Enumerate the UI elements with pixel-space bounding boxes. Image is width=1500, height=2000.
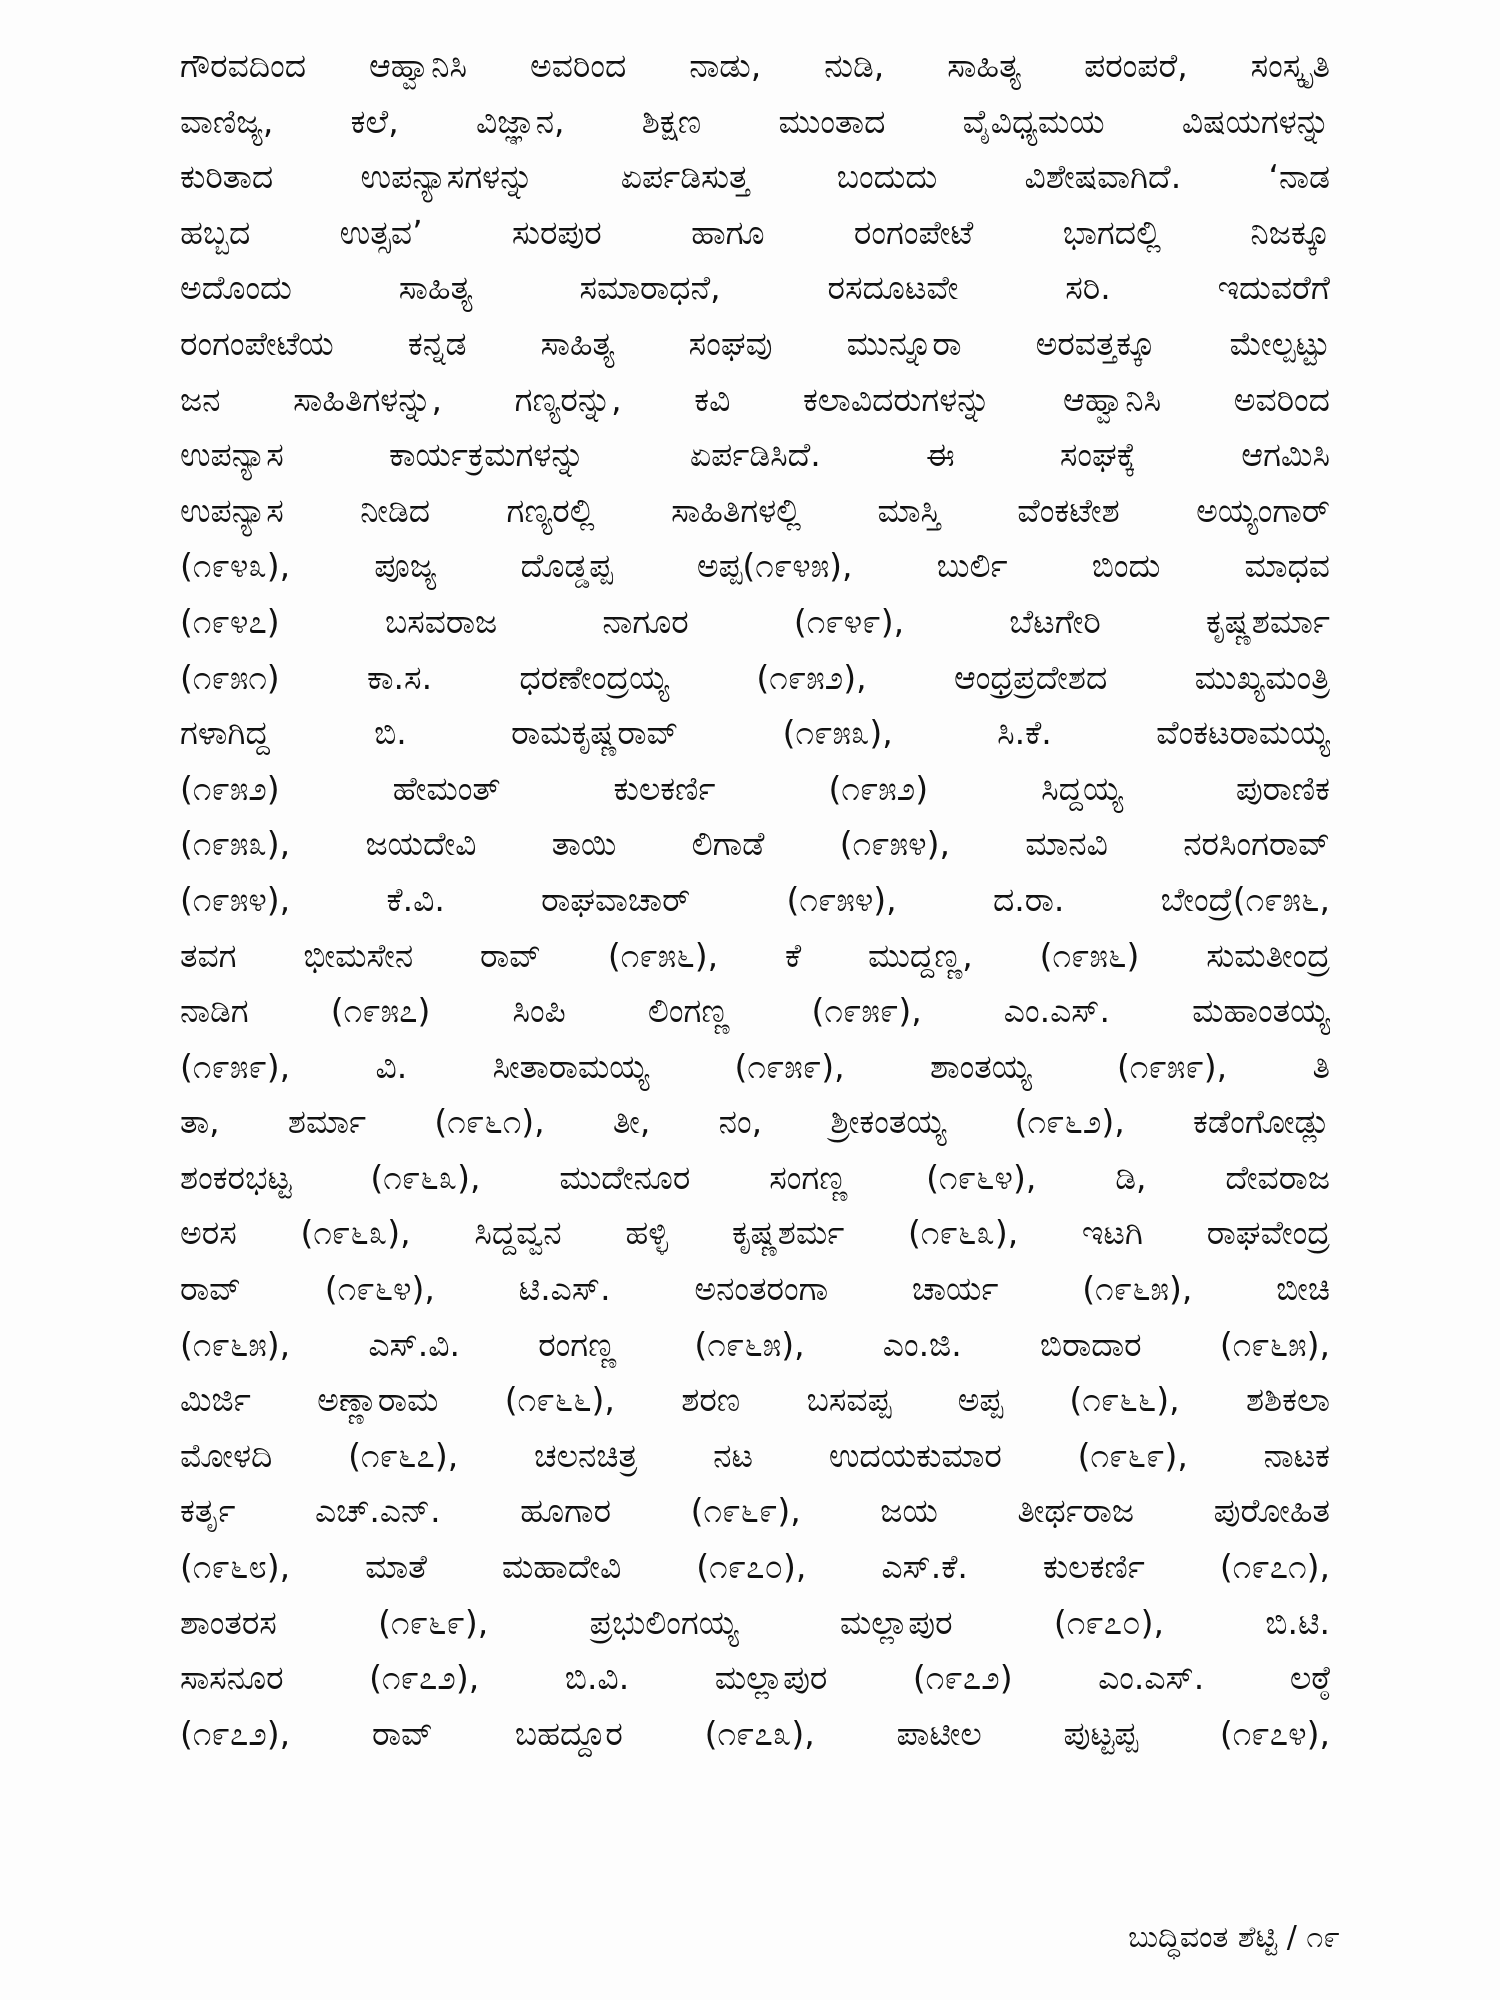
text-line: (೧೯೬೫), ಎಸ್.ವಿ. ರಂಗಣ್ಣ (೧೯೬೫), ಎಂ.ಜಿ. ಬಿರಾದಾರ (೧೯೬೫),	[180, 1324, 1330, 1364]
text-line: (೧೯೫೪), ಕೆ.ವಿ. ರಾಘವಾಚಾರ್ (೧೯೫೪), ದ.ರಾ. ಬೇಂದ್ರೆ(೧೯೫೬,	[180, 879, 1330, 919]
text-line: ಅರಸ (೧೯೬೩), ಸಿದ್ದವ್ವನ ಹಳ್ಳಿ ಕೃಷ್ಣಶರ್ಮ (೧೯೬೩), ಇಟಗಿ ರಾಘವೇಂದ್ರ	[180, 1213, 1330, 1253]
text-line: ಕುರಿತಾದ ಉಪನ್ಯಾಸಗಳನ್ನು ಏರ್ಪಡಿಸುತ್ತ ಬಂದುದು ವಿಶೇಷವಾಗಿದೆ. ‘ನಾಡ	[180, 157, 1330, 197]
text-line: (೧೯೫೩), ಜಯದೇವಿ ತಾಯಿ ಲಿಗಾಡೆ (೧೯೫೪), ಮಾನವಿ ನರಸಿಂಗರಾವ್	[180, 824, 1330, 864]
text-line: ಮಿರ್ಜಿ ಅಣ್ಣಾರಾಮ (೧೯೬೬), ಶರಣ ಬಸವಪ್ಪ ಅಪ್ಪ (೧೯೬೬), ಶಶಿಕಲಾ	[180, 1380, 1330, 1420]
text-line: (೧೯೭೨), ರಾವ್ ಬಹದ್ದೂರ (೧೯೭೩), ಪಾಟೀಲ ಪುಟ್ಟಪ್ಪ (೧೯೭೪),	[180, 1713, 1330, 1753]
body-text	[180, 38, 1330, 1761]
text-line: ಉಪನ್ಯಾಸ ನೀಡಿದ ಗಣ್ಯರಲ್ಲಿ ಸಾಹಿತಿಗಳಲ್ಲಿ ಮಾಸ್ತಿ ವೆಂಕಟೇಶ ಅಯ್ಯಂಗಾರ್	[180, 490, 1330, 530]
text-line: ಸಾಸನೂರ (೧೯೭೨), ಬಿ.ವಿ. ಮಲ್ಲಾಪುರ (೧೯೭೨) ಎಂ.ಎಸ್. ಲಠ್ಠೆ	[180, 1658, 1330, 1698]
text-line: ಜನ ಸಾಹಿತಿಗಳನ್ನು, ಗಣ್ಯರನ್ನು, ಕವಿ ಕಲಾವಿದರುಗಳನ್ನು ಆಹ್ವಾನಿಸಿ ಅವರಿಂದ	[180, 379, 1330, 419]
text-line: ರಂಗಂಪೇಟೆಯ ಕನ್ನಡ ಸಾಹಿತ್ಯ ಸಂಘವು ಮುನ್ನೂರಾ ಅರವತ್ತಕ್ಕೂ ಮೇಲ್ಪಟ್ಟು	[180, 323, 1330, 363]
text-line: ರಾವ್ (೧೯೬೪), ಟಿ.ಎಸ್. ಅನಂತರಂಗಾ ಚಾರ್ಯ (೧೯೬೫), ಬೀಚಿ	[180, 1269, 1330, 1309]
text-line: ಕರ್ತೃ ಎಚ್.ಎನ್. ಹೂಗಾರ (೧೯೬೯), ಜಯ ತೀರ್ಥರಾಜ ಪುರೋಹಿತ	[180, 1491, 1330, 1531]
text-line: ಗೌರವದಿಂದ ಆಹ್ವಾನಿಸಿ ಅವರಿಂದ ನಾಡು, ನುಡಿ, ಸಾಹಿತ್ಯ ಪರಂಪರೆ, ಸಂಸ್ಕೃತಿ	[180, 46, 1330, 85]
page-footer: ಬುದ್ಧಿವಂತ ಶೆಟ್ಟಿ / ೧೯	[1128, 1920, 1340, 1955]
text-line: (೧೯೫೨) ಹೇಮಂತ್ ಕುಲಕರ್ಣಿ (೧೯೫೨) ಸಿದ್ದಯ್ಯ ಪುರಾಣಿಕ	[180, 768, 1330, 808]
text-line: ಶಂಕರಭಟ್ಟ (೧೯೬೩), ಮುದೇನೂರ ಸಂಗಣ್ಣ (೧೯೬೪), ಡಿ, ದೇವರಾಜ	[180, 1157, 1330, 1197]
text-line: (೧೯೬೮), ಮಾತೆ ಮಹಾದೇವಿ (೧೯೭೦), ಎಸ್.ಕೆ. ಕುಲಕರ್ಣಿ (೧೯೭೧),	[180, 1547, 1330, 1587]
text-line: (೧೯೪೩), ಪೂಜ್ಯ ದೊಡ್ಡಪ್ಪ ಅಪ್ಪ(೧೯೪೫), ಬುರ್ಲಿ ಬಿಂದು ಮಾಧವ	[180, 546, 1330, 586]
text-line: (೧೯೪೭) ಬಸವರಾಜ ನಾಗೂರ (೧೯೪೯), ಬೆಟಗೇರಿ ಕೃಷ್ಣಶರ್ಮಾ	[180, 601, 1330, 641]
text-line: ಶಾಂತರಸ (೧೯೬೯), ಪ್ರಭುಲಿಂಗಯ್ಯ ಮಲ್ಲಾಪುರ (೧೯೭೦), ಬಿ.ಟಿ.	[180, 1602, 1330, 1642]
text-line: ತಾ, ಶರ್ಮಾ (೧೯೬೧), ತೀ, ನಂ, ಶ್ರೀಕಂತಯ್ಯ (೧೯೬೨), ಕಡೆಂಗೋಡ್ಲು	[180, 1102, 1330, 1142]
text-line: ನಾಡಿಗ (೧೯೫೭) ಸಿಂಪಿ ಲಿಂಗಣ್ಣ (೧೯೫೯), ಎಂ.ಎಸ್. ಮಹಾಂತಯ್ಯ	[180, 991, 1330, 1031]
text-line: ವಾಣಿಜ್ಯ, ಕಲೆ, ವಿಜ್ಞಾನ, ಶಿಕ್ಷಣ ಮುಂತಾದ ವೈವಿಧ್ಯಮಯ ವಿಷಯಗಳನ್ನು	[180, 101, 1330, 141]
text-line: ಹಬ್ಬದ ಉತ್ಸವ’ ಸುರಪುರ ಹಾಗೂ ರಂಗಂಪೇಟೆ ಭಾಗದಲ್ಲಿ ನಿಜಕ್ಕೂ	[180, 212, 1330, 252]
text-line: ಮೋಳದಿ (೧೯೬೭), ಚಲನಚಿತ್ರ ನಟ ಉದಯಕುಮಾರ (೧೯೬೯), ನಾಟಕ	[180, 1435, 1330, 1475]
text-line: (೧೯೫೯), ವಿ. ಸೀತಾರಾಮಯ್ಯ (೧೯೫೯), ಶಾಂತಯ್ಯ (೧೯೫೯), ತಿ	[180, 1046, 1330, 1086]
text-line: ಉಪನ್ಯಾಸ ಕಾರ್ಯಕ್ರಮಗಳನ್ನು ಏರ್ಪಡಿಸಿದೆ. ಈ ಸಂಘಕ್ಕೆ ಆಗಮಿಸಿ	[180, 435, 1330, 475]
text-line: ತವಗ ಭೀಮಸೇನ ರಾವ್ (೧೯೫೬), ಕೆ ಮುದ್ದಣ್ಣ, (೧೯೫೬) ಸುಮತೀಂದ್ರ	[180, 935, 1330, 975]
text-line: (೧೯೫೧) ಕಾ.ಸ. ಧರಣೇಂದ್ರಯ್ಯ (೧೯೫೨), ಆಂಧ್ರಪ್ರದೇಶದ ಮುಖ್ಯಮಂತ್ರಿ	[180, 657, 1330, 697]
text-line: ಗಳಾಗಿದ್ದ ಬಿ. ರಾಮಕೃಷ್ಣರಾವ್ (೧೯೫೩), ಸಿ.ಕೆ. ವೆಂಕಟರಾಮಯ್ಯ	[180, 713, 1330, 753]
text-line: ಅದೊಂದು ಸಾಹಿತ್ಯ ಸಮಾರಾಧನೆ, ರಸದೂಟವೇ ಸರಿ. ಇದುವರೆಗೆ	[180, 268, 1330, 308]
